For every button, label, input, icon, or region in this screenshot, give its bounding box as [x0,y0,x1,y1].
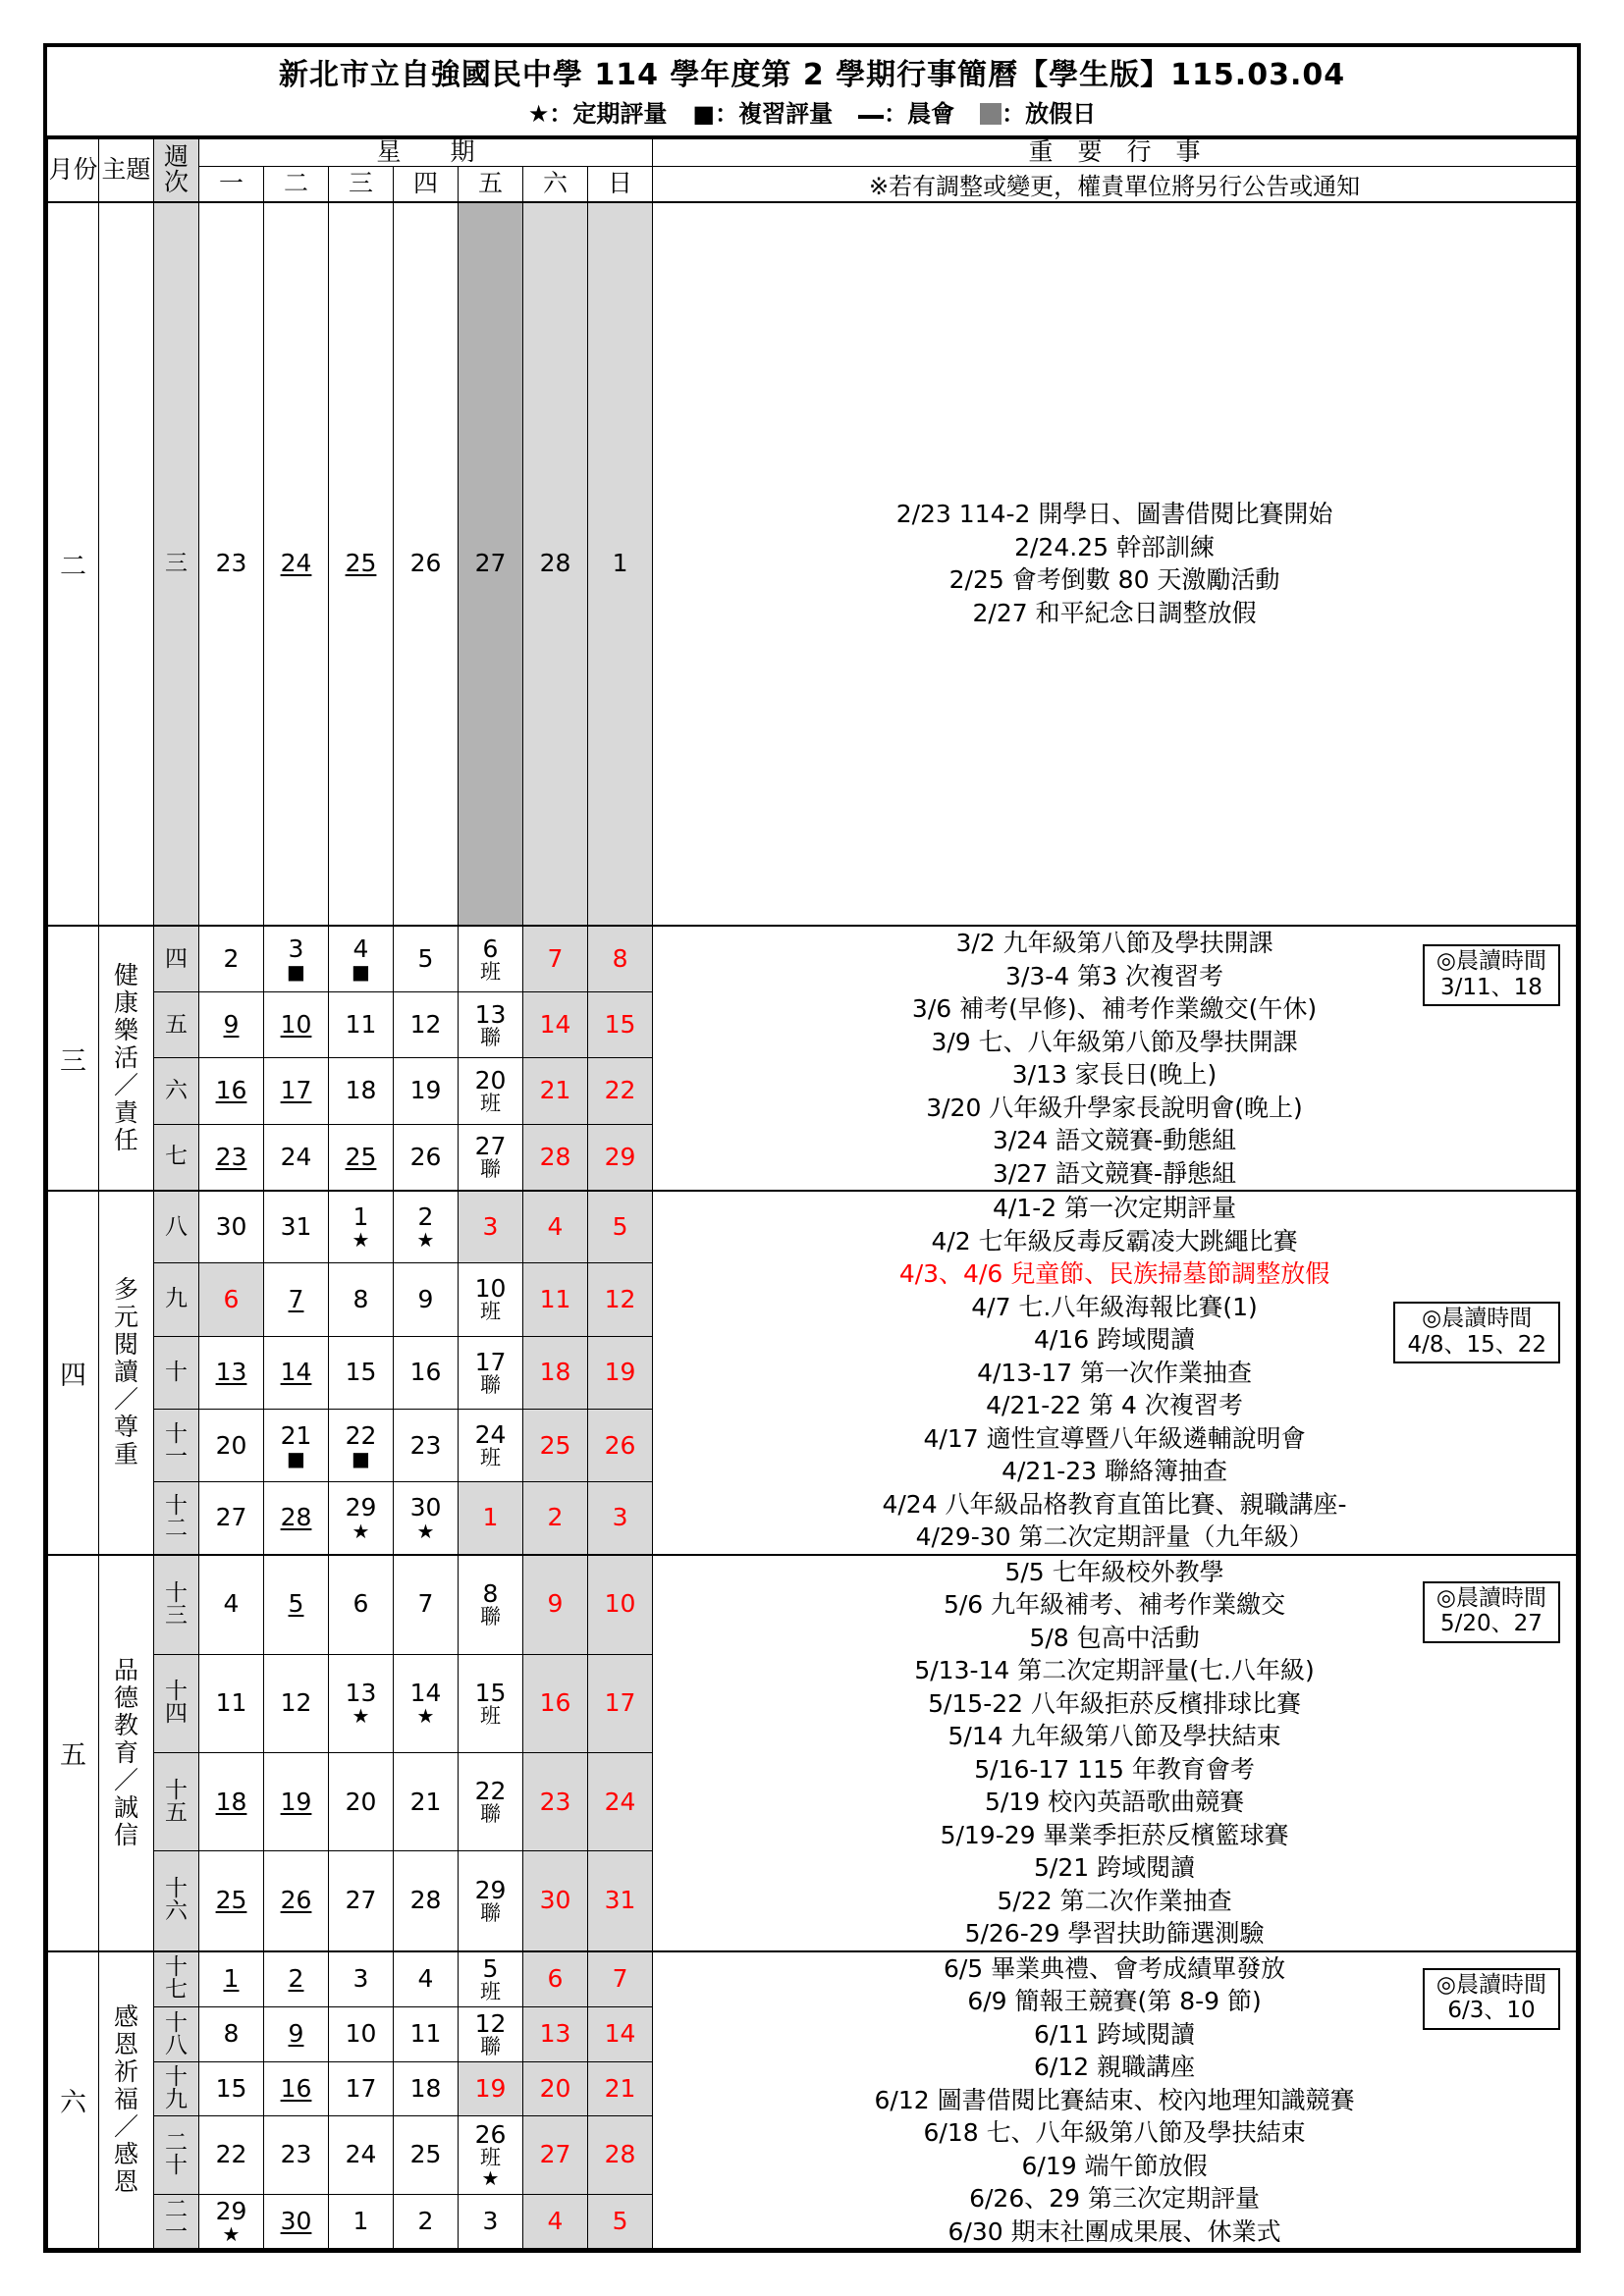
event-line: 5/19-29 畢業季拒菸反檳籃球賽 [940,1820,1289,1849]
day-cell[interactable]: 20 [199,1409,264,1481]
day-cell[interactable]: 5 [588,2194,653,2248]
day-cell[interactable]: 1 [459,1482,523,1555]
day-cell[interactable]: 26 班 ★ [459,2116,523,2195]
event-line: 4/7 七.八年級海報比賽(1) [971,1292,1258,1321]
day-cell[interactable]: 10 [588,1555,653,1655]
day-cell[interactable]: 3 ■ [264,926,329,992]
legend-square: ■：複習評量 [692,99,834,128]
event-line: 4/1-2 第一次定期評量 [992,1194,1237,1222]
legend-morning-meeting-label: ：晨會 [884,99,955,128]
day-cell[interactable]: 22 [588,1058,653,1124]
day-cell[interactable]: 24 [588,1752,653,1850]
day-cell[interactable]: 2 [199,926,264,992]
week-number: 二 一 [154,2194,199,2248]
header-weekday-wed: 三 [329,166,394,202]
day-cell[interactable]: 10 [264,992,329,1058]
calendar-week-row [48,1191,1577,1263]
event-line: 4/29-30 第二次定期評量（九年級） [915,1522,1314,1551]
event-line: 3/27 語文競賽-靜態組 [992,1158,1237,1188]
week-number: 七 [154,1124,199,1191]
event-line: 4/24 八年級品格教育直笛比賽、親職講座- [882,1489,1347,1519]
legend-holiday [980,100,1096,129]
day-cell[interactable]: 26 [588,1409,653,1481]
day-cell[interactable]: 3 [329,1951,394,2007]
day-cell[interactable]: 13 [199,1336,264,1409]
event-line: 2/24.25 幹部訓練 [1014,532,1215,561]
day-cell[interactable]: 14 [264,1336,329,1409]
day-cell[interactable]: 10 [329,2006,394,2061]
event-line: 3/24 語文競賽-動態組 [992,1126,1237,1154]
event-line: 5/16-17 115 年教育會考 [974,1754,1255,1784]
day-cell[interactable]: 25 [199,1851,264,1951]
week-number: 三 [154,202,199,926]
day-cell[interactable]: 28 [523,202,588,926]
day-cell[interactable]: 9 [523,1555,588,1655]
day-cell[interactable]: 21 ■ [264,1409,329,1481]
event-line: 4/2 七年級反毒反霸凌大跳繩比賽 [931,1226,1298,1255]
event-line: 6/19 端午節放假 [1021,2151,1208,2180]
event-line: 3/9 七、八年級第八節及學扶開課 [931,1027,1298,1056]
day-cell[interactable]: 18 [523,1336,588,1409]
week-number: 十 八 [154,2006,199,2061]
day-cell[interactable]: 17 [588,1654,653,1752]
week-number: 四 [154,926,199,992]
day-cell[interactable]: 5 [394,926,459,992]
day-cell[interactable]: 5 [264,1555,329,1655]
month-label: 二 [48,202,99,926]
day-cell[interactable]: 15 [199,2062,264,2116]
theme-label: 多 元 閱 讀 ／ 尊 重 [99,1191,154,1555]
day-cell[interactable]: 11 [523,1263,588,1336]
day-cell[interactable]: 14 [588,2006,653,2061]
events-cell [653,1951,1577,2249]
header-week: 週次 [154,139,199,202]
day-cell[interactable]: 24 [329,2116,394,2195]
day-cell[interactable]: 6 [199,1263,264,1336]
event-line: 5/5 七年級校外教學 [1004,1557,1224,1586]
day-cell[interactable]: 7 [523,926,588,992]
week-number: 二 十 [154,2116,199,2195]
day-cell[interactable]: 28 [394,1851,459,1951]
day-cell[interactable]: 3 [588,1482,653,1555]
day-cell[interactable]: 14 [523,992,588,1058]
header-weekday-group: 星 期 [199,139,653,166]
event-line: 2/23 114-2 開學日、圖書借閱比賽開始 [895,500,1333,529]
day-cell[interactable]: 26 [264,1851,329,1951]
day-cell[interactable]: 23 [199,202,264,926]
day-cell[interactable]: 2 [523,1482,588,1555]
day-cell[interactable]: 28 [523,1124,588,1191]
calendar-week-row [48,926,1577,992]
day-cell[interactable]: 1 [329,2194,394,2248]
morning-reading-title: ◎晨讀時間 [1422,1306,1533,1331]
event-line: 5/22 第二次作業抽查 [997,1886,1232,1915]
event-line: 5/13-14 第二次定期評量(七.八年級) [914,1656,1315,1684]
calendar-week-row [48,1951,1577,2007]
day-cell[interactable]: 21 [588,2062,653,2116]
day-cell[interactable]: 23 [264,2116,329,2195]
event-line: 5/8 包高中活動 [1029,1623,1200,1652]
theme-label: 健 康 樂 活 ／ 責 任 [99,926,154,1191]
event-line: 6/12 親職講座 [1033,2053,1196,2081]
day-cell[interactable]: 29 ★ [329,1482,394,1555]
week-number: 十 二 [154,1482,199,1555]
day-cell[interactable]: 31 [264,1191,329,1263]
legend [47,100,1577,129]
day-cell[interactable]: 27 [459,202,523,926]
day-cell[interactable]: 8 [199,2006,264,2061]
day-cell[interactable]: 26 [394,1124,459,1191]
week-number: 十 五 [154,1752,199,1850]
day-cell[interactable]: 1 [199,1951,264,2007]
day-cell[interactable]: 7 [394,1555,459,1655]
day-cell[interactable]: 18 [329,1058,394,1124]
theme-label: 感 恩 祈 福 ／ 感 恩 [99,1951,154,2249]
event-line: 3/3-4 第3 次複習考 [1005,961,1224,990]
day-cell[interactable]: 30 ★ [394,1482,459,1555]
event-line: 4/17 適性宣導暨八年級遴輔說明會 [923,1423,1306,1453]
event-line: 3/2 九年級第八節及學扶開課 [955,929,1273,957]
event-line: 5/26-29 學習扶助篩選測驗 [964,1919,1265,1948]
day-cell[interactable]: 2 [264,1951,329,2007]
morning-reading-dates: 3/11、18 [1440,974,1543,1000]
events-cell [653,1191,1577,1555]
day-cell[interactable]: 23 [523,1752,588,1850]
day-cell[interactable]: 10 班 [459,1263,523,1336]
day-cell[interactable]: 29 聯 [459,1851,523,1951]
morning-reading-dates: 5/20、27 [1440,1611,1543,1637]
events-cell [653,926,1577,1191]
week-number: 十 一 [154,1409,199,1481]
day-cell[interactable]: 27 [199,1482,264,1555]
week-number: 十 九 [154,2062,199,2116]
event-line: 4/13-17 第一次作業抽查 [977,1358,1252,1387]
day-cell[interactable]: 29 [588,1124,653,1191]
day-cell[interactable]: 9 [264,2006,329,2061]
day-cell[interactable]: 11 [199,1654,264,1752]
week-number: 五 [154,992,199,1058]
header-row-top [48,139,1577,166]
day-cell[interactable]: 2 [394,2194,459,2248]
day-cell[interactable]: 23 [394,1409,459,1481]
day-cell[interactable]: 6 班 [459,926,523,992]
month-label: 六 [48,1951,99,2249]
header-weekday-sun: 日 [588,166,653,202]
day-cell[interactable]: 27 [329,1851,394,1951]
document-frame [43,43,1581,2253]
day-cell[interactable]: 15 班 [459,1654,523,1752]
event-line: 6/11 跨域閱讀 [1033,2019,1196,2049]
calendar-table [47,138,1577,2249]
day-cell[interactable]: 3 [459,2194,523,2248]
event-line: 4/3、4/6 兒童節、民族掃墓節調整放假 [898,1259,1330,1288]
day-cell[interactable]: 14 ★ [394,1654,459,1752]
day-cell[interactable]: 16 [199,1058,264,1124]
event-line: 6/18 七、八年級第八節及學扶結束 [923,2118,1306,2147]
legend-morning-meeting [858,100,954,129]
day-cell[interactable]: 7 [264,1263,329,1336]
day-cell[interactable]: 17 聯 [459,1336,523,1409]
event-line: 5/14 九年級第八節及學扶結束 [947,1722,1281,1750]
event-line: 6/5 畢業典禮、會考成績單發放 [943,1953,1286,1983]
day-cell[interactable]: 26 [394,202,459,926]
document-header [47,47,1577,138]
morning-reading-title: ◎晨讀時間 [1435,1584,1546,1611]
day-cell[interactable]: 30 [264,2194,329,2248]
grey-swatch-icon [980,103,1001,125]
day-cell[interactable]: 20 班 [459,1058,523,1124]
month-label: 三 [48,926,99,1191]
calendar-head [48,139,1577,202]
day-cell[interactable]: 6 [329,1555,394,1655]
day-cell[interactable]: 23 [199,1124,264,1191]
morning-reading-note [1423,1581,1560,1643]
day-cell[interactable]: 4 [394,1951,459,2007]
day-cell[interactable]: 4 [523,1191,588,1263]
header-theme: 主題 [99,139,154,202]
day-cell[interactable]: 2 ★ [394,1191,459,1263]
event-line: 3/20 八年級升學家長說明會(晚上) [926,1093,1303,1122]
event-line: 6/26、29 第三次定期評量 [969,2184,1260,2213]
day-cell[interactable]: 30 [523,1851,588,1951]
header-events: 重 要 行 事 [653,139,1577,166]
day-cell[interactable]: 21 [394,1752,459,1850]
day-cell[interactable]: 28 [264,1482,329,1555]
day-cell[interactable]: 7 [588,1951,653,2007]
calendar-week-row [48,1555,1577,1655]
day-cell[interactable]: 4 [523,2194,588,2248]
day-cell[interactable]: 17 [329,2062,394,2116]
day-cell[interactable]: 8 [329,1263,394,1336]
event-line: 2/27 和平紀念日調整放假 [972,598,1257,627]
day-cell[interactable]: 17 [264,1058,329,1124]
day-cell[interactable]: 9 [199,992,264,1058]
header-month: 月份 [48,139,99,202]
day-cell[interactable]: 4 [199,1555,264,1655]
event-line: 4/21-22 第 4 次複習考 [986,1391,1243,1419]
day-cell[interactable]: 24 班 [459,1409,523,1481]
morning-reading-note [1423,944,1560,1006]
header-weekday-tue: 二 [264,166,329,202]
day-cell[interactable]: 19 [264,1752,329,1850]
underline-swatch-icon [858,115,884,119]
legend-star: ★：定期評量 [527,99,668,128]
day-cell[interactable]: 12 [264,1654,329,1752]
event-line: 5/21 跨域閱讀 [1033,1853,1196,1882]
event-line: 6/9 簡報王競賽(第 8-9 節) [967,1987,1262,2015]
event-line: 6/30 期末社團成果展、休業式 [947,2216,1281,2246]
events-cell [653,202,1577,926]
day-cell[interactable]: 12 [588,1263,653,1336]
day-cell[interactable]: 3 [459,1191,523,1263]
day-cell[interactable]: 16 [264,2062,329,2116]
day-cell[interactable]: 25 [329,1124,394,1191]
calendar-week-row [48,202,1577,926]
theme-label [99,202,154,926]
event-line: 5/19 校內英語歌曲競賽 [984,1788,1245,1816]
morning-reading-title: ◎晨讀時間 [1435,948,1546,974]
week-number: 十 三 [154,1555,199,1655]
day-cell[interactable]: 1 ★ [329,1191,394,1263]
page-title: 新北市立自強國民中學 114 學年度第 2 學期行事簡曆【學生版】115.03.04 [278,58,1346,92]
event-line: 5/6 九年級補考、補考作業繳交 [943,1590,1286,1619]
day-cell[interactable]: 25 [394,2116,459,2195]
week-number: 八 [154,1191,199,1263]
day-cell[interactable]: 27 聯 [459,1124,523,1191]
day-cell[interactable]: 8 聯 [459,1555,523,1655]
legend-holiday-label: ：放假日 [1001,99,1097,128]
event-line: 3/13 家長日(晚上) [1011,1060,1218,1089]
day-cell[interactable]: 30 [199,1191,264,1263]
day-cell[interactable]: 11 [329,992,394,1058]
event-line: 5/15-22 八年級拒菸反檳排球比賽 [928,1688,1301,1718]
day-cell[interactable]: 27 [523,2116,588,2195]
day-cell[interactable]: 6 [523,1951,588,2007]
day-cell[interactable]: 1 [588,202,653,926]
month-label: 五 [48,1555,99,1951]
day-cell[interactable]: 12 [394,992,459,1058]
day-cell[interactable]: 15 [588,992,653,1058]
day-cell[interactable]: 31 [588,1851,653,1951]
day-cell[interactable]: 13 ★ [329,1654,394,1752]
morning-reading-title: ◎晨讀時間 [1435,1971,1546,1998]
day-cell[interactable]: 13 [523,2006,588,2061]
header-row-bottom [48,166,1577,202]
day-cell[interactable]: 28 [588,2116,653,2195]
week-number: 九 [154,1263,199,1336]
event-line: 2/25 會考倒數 80 天激勵活動 [948,565,1280,595]
header-weekday-thu: 四 [394,166,459,202]
day-cell[interactable]: 21 [523,1058,588,1124]
day-cell[interactable]: 20 [523,2062,588,2116]
week-number: 六 [154,1058,199,1124]
day-cell[interactable]: 9 [394,1263,459,1336]
header-events-note: ※若有調整或變更，權責單位將另行公告或通知 [653,166,1577,202]
header-weekday-sat: 六 [523,166,588,202]
event-line: 6/12 圖書借閱比賽結束、校內地理知識競賽 [874,2085,1355,2114]
day-cell[interactable]: 13 聯 [459,992,523,1058]
day-cell[interactable]: 19 [588,1336,653,1409]
header-weekday-mon: 一 [199,166,264,202]
event-line: 4/21-23 聯絡簿抽查 [1001,1457,1227,1485]
day-cell[interactable]: 19 [394,1058,459,1124]
morning-reading-dates: 4/8、15、22 [1407,1331,1546,1358]
day-cell[interactable]: 12 聯 [459,2006,523,2061]
day-cell[interactable]: 25 [523,1409,588,1481]
calendar-body [48,202,1577,2249]
morning-reading-note [1393,1302,1560,1363]
morning-reading-dates: 6/3、10 [1447,1998,1536,2024]
day-cell[interactable]: 5 班 [459,1951,523,2007]
day-cell[interactable]: 16 [523,1654,588,1752]
day-cell[interactable]: 25 [329,202,394,926]
events-cell [653,1555,1577,1951]
day-cell[interactable]: 29 ★ [199,2194,264,2248]
day-cell[interactable]: 18 [394,2062,459,2116]
event-line: 3/6 補考(早修)、補考作業繳交(午休) [911,994,1318,1023]
day-cell[interactable]: 18 [199,1752,264,1850]
theme-label: 品 德 教 育 ／ 誠 信 [99,1555,154,1951]
day-cell[interactable]: 20 [329,1752,394,1850]
week-number: 十 [154,1336,199,1409]
day-cell[interactable]: 11 [394,2006,459,2061]
day-cell[interactable]: 22 [199,2116,264,2195]
day-cell[interactable]: 24 [264,202,329,926]
morning-reading-note [1423,1968,1560,2030]
month-label: 四 [48,1191,99,1555]
day-cell[interactable]: 22 ■ [329,1409,394,1481]
day-cell[interactable]: 22 聯 [459,1752,523,1850]
day-cell[interactable]: 15 [329,1336,394,1409]
day-cell[interactable]: 16 [394,1336,459,1409]
day-cell[interactable]: 24 [264,1124,329,1191]
day-cell[interactable]: 19 [459,2062,523,2116]
day-cell[interactable]: 4 ■ [329,926,394,992]
week-number: 十 七 [154,1951,199,2007]
event-line: 4/16 跨域閱讀 [1033,1325,1196,1354]
header-weekday-fri: 五 [459,166,523,202]
day-cell[interactable]: 5 [588,1191,653,1263]
week-number: 十 六 [154,1851,199,1951]
week-number: 十 四 [154,1654,199,1752]
day-cell[interactable]: 8 [588,926,653,992]
